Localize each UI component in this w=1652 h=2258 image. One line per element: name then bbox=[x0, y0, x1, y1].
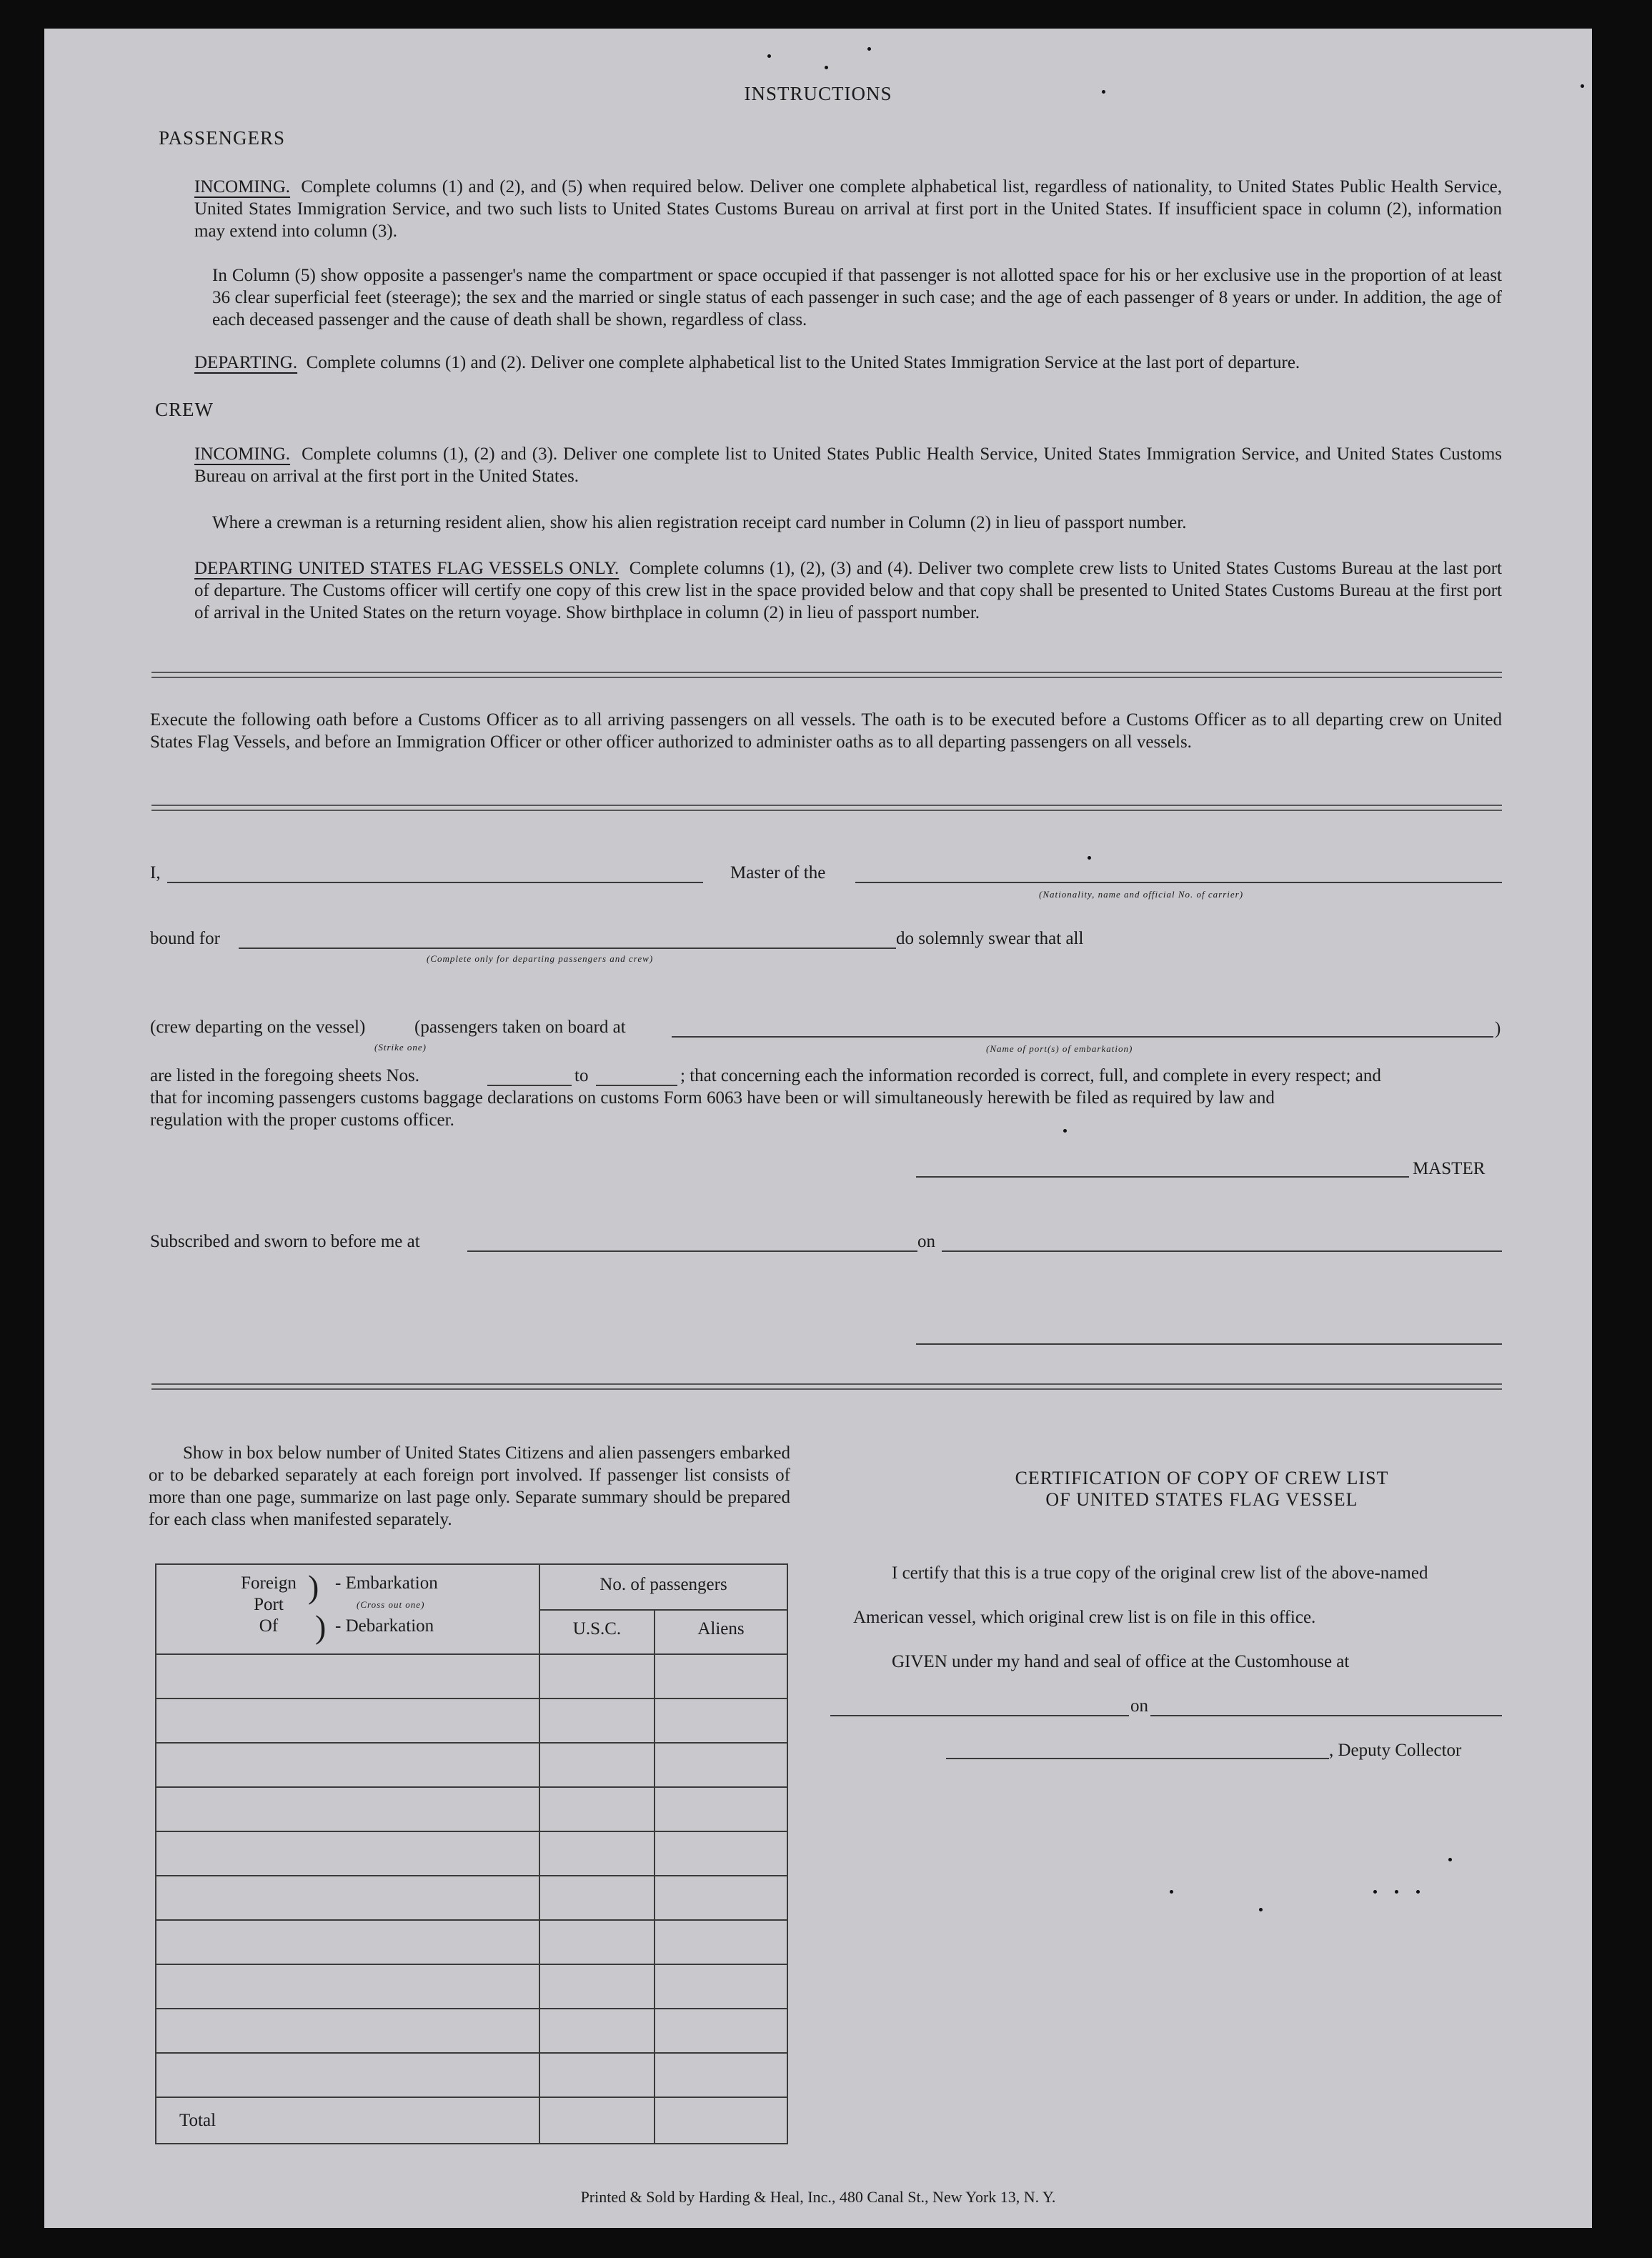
passengers-departing-text: Complete columns (1) and (2). Deliver one complete alphabetical list to the United States Immigration Service at the last port of departure. bbox=[306, 353, 1300, 372]
oath-i-label: I, bbox=[150, 863, 161, 882]
brace-icon: ) bbox=[315, 1608, 327, 1645]
officer-signature-field[interactable] bbox=[916, 1343, 1502, 1345]
listed-start: are listed in the foregoing sheets Nos. bbox=[150, 1066, 419, 1085]
certification-on-label: on bbox=[1130, 1696, 1148, 1716]
deputy-collector-label: , Deputy Collector bbox=[1329, 1741, 1462, 1760]
scan-speck bbox=[767, 54, 771, 58]
scan-speck bbox=[1063, 1129, 1067, 1133]
column5-paragraph: In Column (5) show opposite a passenger's name the compartment or space occupied if that passenger is not allotted space for his or her exclusive use in the proportion of at least 36 clear superficial feet (steerage); the sex and the married or single status of each passenger in such case; and the age of each passenger of 8 years or under. In addition, the age of each deceased passenger and the cause of death shall be shown, regardless of class. bbox=[212, 266, 1502, 329]
master-name-field[interactable] bbox=[167, 882, 703, 883]
subscribed-label: Subscribed and sworn to before me at bbox=[150, 1232, 420, 1251]
bound-for-field[interactable] bbox=[239, 948, 896, 949]
crew-departing-text: Complete columns (1), (2), (3) and (4). Deliver two complete crew lists to United States Customs Bureau at the last port of departure. The Customs officer will certify one copy of this crew list in the space provided below and that copy shall be presented to United States Customs Bureau at the first port of arrival in the United States on the return voyage. Show birthplace in column (2) in lieu of passport number. bbox=[194, 559, 1502, 622]
crew-departing-paragraph bbox=[194, 557, 1502, 624]
sheet-to-label: to bbox=[574, 1066, 589, 1085]
printer-footer: Printed & Sold by Harding & Heal, Inc., 480 Canal St., New York 13, N. Y. bbox=[580, 2188, 1056, 2206]
port-caption: (Name of port(s) of embarkation) bbox=[986, 1043, 1133, 1054]
crew-departing-label: DEPARTING UNITED STATES FLAG VESSELS ONLY. bbox=[194, 559, 620, 578]
table-row-line bbox=[156, 1786, 787, 1788]
certification-title-2: OF UNITED STATES FLAG VESSEL bbox=[1045, 1489, 1358, 1510]
total-label: Total bbox=[179, 2111, 217, 2130]
scan-speck bbox=[1373, 1890, 1377, 1894]
passengers-departing-paragraph bbox=[194, 352, 1516, 374]
table-row-line bbox=[156, 1875, 787, 1876]
passengers-incoming-text: Complete columns (1) and (2), and (5) when required below. Deliver one complete alphabetical list, regardless of nationality, to United States Public Health Service, United States Immigration Service, and two such lists to United States Customs Bureau on arrival at first port in the United States. If insufficient space in column (2), information may extend into column (3). bbox=[194, 177, 1503, 241]
passengers-incoming-paragraph bbox=[194, 176, 1502, 242]
table-header-divider bbox=[539, 1609, 787, 1611]
close-paren: ) bbox=[1495, 1019, 1501, 1038]
table-row-line bbox=[156, 1742, 787, 1744]
certification-line-2: American vessel, which original crew list is on file in this office. bbox=[853, 1608, 1316, 1627]
sworn-date-field[interactable] bbox=[942, 1250, 1502, 1252]
passengers-departing-label: DEPARTING. bbox=[194, 353, 298, 372]
crew-incoming-paragraph bbox=[194, 443, 1502, 487]
passengers-incoming-label: INCOMING. bbox=[194, 177, 291, 197]
crew-heading: CREW bbox=[155, 399, 214, 420]
aliens-header: Aliens bbox=[697, 1619, 745, 1638]
certification-title-1: CERTIFICATION OF COPY OF CREW LIST bbox=[1015, 1468, 1389, 1488]
table-row-line bbox=[156, 1698, 787, 1699]
scan-speck bbox=[1088, 856, 1091, 860]
sworn-place-field[interactable] bbox=[467, 1250, 917, 1252]
crew-resident-paragraph: Where a crewman is a returning resident alien, show his alien registration receipt card number in Column (2) in lieu of passport number. bbox=[212, 513, 1187, 532]
listed-rest: ; that concerning each the information recorded is correct, full, and complete in every respect; and bbox=[680, 1066, 1381, 1085]
table-row-line bbox=[156, 2008, 787, 2009]
summary-instruction: Show in box below number of United States Citizens and alien passengers embarked or to be debarked separately at each foreign port involved. If passenger list consists of more than one page, summarize on last page only. Separate summary should be prepared for each class when manifested separately. bbox=[149, 1443, 790, 1529]
strike-caption: (Strike one) bbox=[374, 1042, 427, 1053]
foreign-label: Foreign bbox=[241, 1573, 297, 1593]
section-divider bbox=[151, 1383, 1502, 1390]
instructions-title: INSTRUCTIONS bbox=[744, 83, 892, 104]
sworn-on-label: on bbox=[917, 1232, 935, 1251]
embarkation-label: - Embarkation bbox=[335, 1573, 438, 1593]
master-signature-field[interactable] bbox=[916, 1176, 1409, 1178]
embarkation-port-field[interactable] bbox=[672, 1036, 1493, 1038]
table-row-line bbox=[156, 2052, 787, 2054]
section-divider bbox=[151, 672, 1502, 678]
of-label: Of bbox=[259, 1616, 279, 1636]
table-row-line bbox=[156, 1919, 787, 1921]
scan-speck bbox=[825, 66, 828, 69]
section-divider bbox=[151, 805, 1502, 811]
debarkation-label: - Debarkation bbox=[335, 1616, 434, 1636]
passenger-summary-table bbox=[155, 1563, 788, 2144]
master-of-the-label: Master of the bbox=[730, 863, 826, 882]
crew-incoming-label: INCOMING. bbox=[194, 444, 291, 464]
table-column-divider bbox=[539, 1565, 540, 2143]
bound-for-label: bound for bbox=[150, 929, 220, 948]
master-label: MASTER bbox=[1413, 1159, 1486, 1178]
sheet-from-field[interactable] bbox=[487, 1085, 572, 1086]
form-sheet bbox=[44, 29, 1592, 2228]
bound-for-caption: (Complete only for departing passengers and crew) bbox=[427, 953, 654, 964]
certification-line-3: GIVEN under my hand and seal of office at the Customhouse at bbox=[892, 1652, 1350, 1671]
no-passengers-header: No. of passengers bbox=[599, 1575, 727, 1594]
swear-text: do solemnly swear that all bbox=[896, 929, 1084, 948]
certification-line-1: I certify that this is a true copy of the original crew list of the above-named bbox=[892, 1563, 1428, 1583]
oath-instruction: Execute the following oath before a Customs Officer as to all arriving passengers on all vessels. The oath is to be executed before a Customs Officer as to all departing crew on United States Flag Vessels, and before an Immigration Officer or other officer authorized to administer oaths as to all departing passengers on all vessels. bbox=[150, 710, 1502, 752]
port-label: Port bbox=[254, 1595, 284, 1614]
customhouse-field[interactable] bbox=[830, 1715, 1129, 1716]
table-row-line bbox=[156, 1964, 787, 1965]
scan-speck bbox=[1448, 1858, 1452, 1861]
table-row-line bbox=[156, 1831, 787, 1832]
carrier-field[interactable] bbox=[855, 882, 1502, 883]
cross-out-caption: (Cross out one) bbox=[357, 1599, 425, 1610]
listed-line-3: regulation with the proper customs officer. bbox=[150, 1110, 454, 1130]
brace-icon: ) bbox=[308, 1568, 319, 1605]
scan-speck bbox=[1416, 1890, 1420, 1894]
scan-speck bbox=[1170, 1890, 1173, 1894]
usc-header: U.S.C. bbox=[572, 1619, 622, 1638]
carrier-caption: (Nationality, name and official No. of carrier) bbox=[1039, 889, 1244, 900]
passengers-heading: PASSENGERS bbox=[159, 127, 286, 149]
scan-speck bbox=[1395, 1890, 1398, 1894]
scan-speck bbox=[867, 47, 871, 51]
deputy-collector-signature-field[interactable] bbox=[946, 1758, 1329, 1759]
table-header-bottom bbox=[156, 1653, 787, 1655]
scan-speck bbox=[1259, 1908, 1263, 1911]
crew-incoming-text: Complete columns (1), (2) and (3). Deliver one complete list to United States Public Health Service, United States Immigration Service, and United States Customs Bureau on arrival at the first port in the United States. bbox=[194, 444, 1503, 486]
passengers-taken-option: (passengers taken on board at bbox=[414, 1018, 626, 1037]
table-row-line bbox=[156, 2097, 787, 2098]
listed-line-2: that for incoming passengers customs baggage declarations on customs Form 6063 have been or will simultaneously herewith be filed as required by law and bbox=[150, 1088, 1275, 1108]
crew-departing-option: (crew departing on the vessel) bbox=[150, 1018, 366, 1037]
certification-date-field[interactable] bbox=[1150, 1715, 1502, 1716]
sheet-to-field[interactable] bbox=[596, 1085, 677, 1086]
